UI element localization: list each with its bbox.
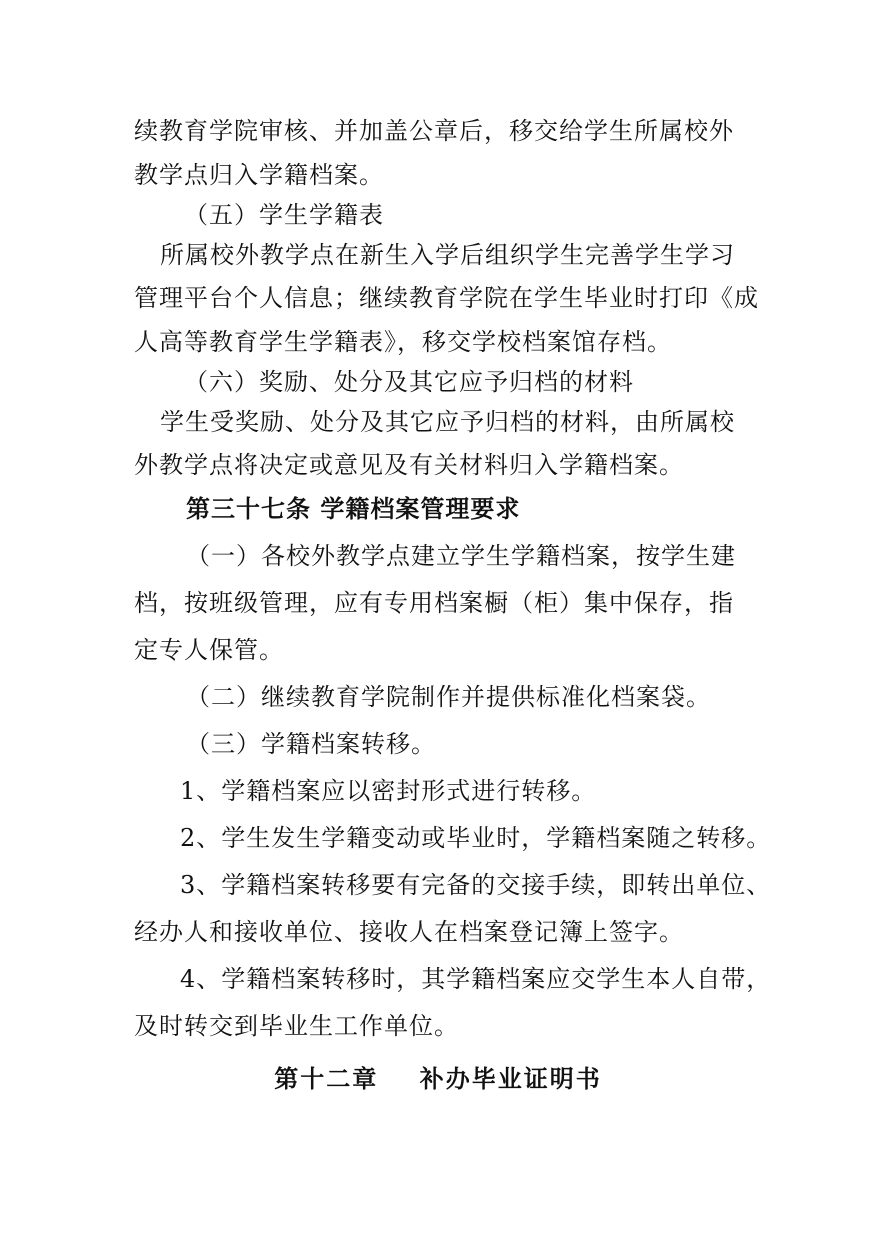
article-heading: 第三十七条 学籍档案管理要求	[186, 494, 521, 523]
paragraph-line: 定专人保管。	[134, 636, 284, 664]
list-item: 2、学生发生学籍变动或毕业时，学籍档案随之转移。	[180, 824, 772, 852]
paragraph-line: 外教学点将决定或意见及有关材料归入学籍档案。	[134, 451, 684, 479]
list-item: 1、学籍档案应以密封形式进行转移。	[180, 777, 597, 805]
paragraph-line: （三）学籍档案转移。	[186, 730, 436, 758]
paragraph-line: （一）各校外教学点建立学生学籍档案，按学生建	[186, 542, 736, 570]
section-heading-6: （六）奖励、处分及其它应予归档的材料	[184, 368, 634, 396]
list-item-continuation: 经办人和接收单位、接收人在档案登记簿上签字。	[134, 918, 684, 946]
paragraph-line: 档，按班级管理，应有专用档案橱（柜）集中保存，指	[134, 589, 734, 617]
list-item: 3、学籍档案转移要有完备的交接手续，即转出单位、	[180, 871, 772, 899]
paragraph-line: 所属校外教学点在新生入学后组织学生完善学生学习	[160, 241, 735, 269]
list-item-continuation: 及时转交到毕业生工作单位。	[134, 1012, 459, 1040]
paragraph-line: （二）继续教育学院制作并提供标准化档案袋。	[186, 683, 711, 711]
chapter-title: 第十二章 补办毕业证明书	[274, 1065, 602, 1093]
paragraph-line: 学生受奖励、处分及其它应予归档的材料，由所属校	[160, 408, 735, 436]
list-item: 4、学籍档案转移时，其学籍档案应交学生本人自带，	[180, 965, 772, 993]
paragraph-line: 续教育学院审核、并加盖公章后，移交给学生所属校外	[134, 117, 734, 145]
paragraph-line: 教学点归入学籍档案。	[134, 161, 384, 189]
section-heading-5: （五）学生学籍表	[184, 201, 384, 229]
paragraph-line: 人高等教育学生学籍表》，移交学校档案馆存档。	[134, 328, 672, 356]
paragraph-line: 管理平台个人信息；继续教育学院在学生毕业时打印《成	[134, 284, 759, 312]
